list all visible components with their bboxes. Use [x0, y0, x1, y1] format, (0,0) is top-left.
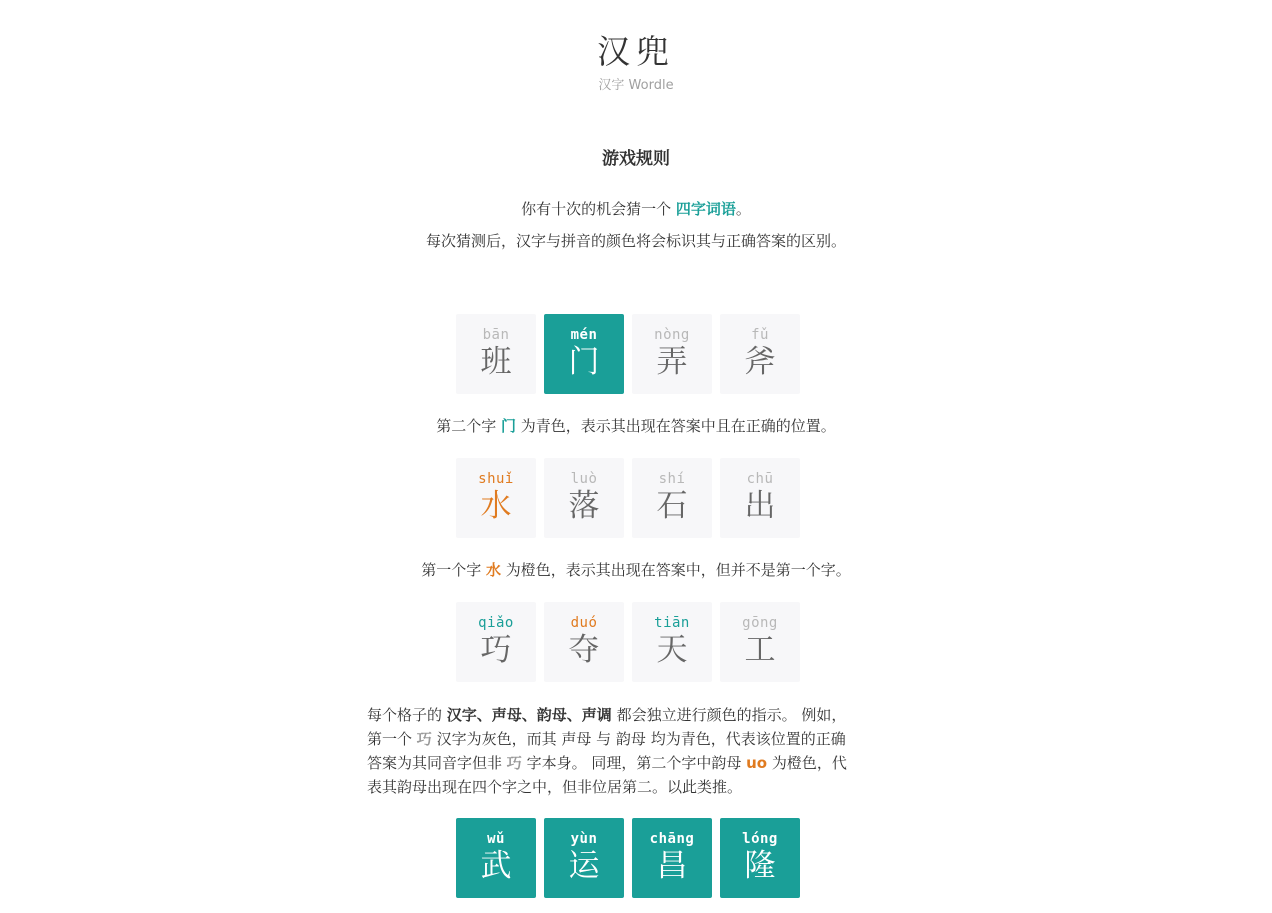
- tile-pinyin: mén: [570, 327, 598, 343]
- text: 声母: [561, 730, 592, 748]
- tile-correct: [632, 818, 712, 898]
- tile-correct: [544, 818, 624, 898]
- tile-correct: [544, 314, 624, 394]
- example-row-3: [456, 602, 806, 682]
- text: 字本身。 同理，第二个字中韵母: [521, 754, 747, 772]
- tile-pinyin: fǔ: [751, 327, 769, 343]
- text: 与: [591, 730, 616, 748]
- tile-hanzi: 出: [744, 488, 776, 524]
- text: 每个格子的: [367, 706, 447, 724]
- tile-hanzi: 水: [480, 488, 512, 524]
- tile-hanzi: 运: [568, 848, 600, 884]
- tile-hanzi: 巧: [480, 632, 512, 668]
- tile-pinyin: gōng: [742, 615, 778, 631]
- caption-prefix: 第二个字: [436, 417, 501, 435]
- example-row-4: [456, 818, 806, 898]
- tile: [632, 314, 712, 394]
- rules-intro-highlight: 四字词语: [675, 200, 736, 218]
- tile-hanzi: 隆: [744, 848, 776, 884]
- tile-hanzi: 武: [480, 848, 512, 884]
- text-grey: 巧: [506, 754, 522, 772]
- example-row-1: [456, 314, 806, 394]
- tile: [632, 458, 712, 538]
- caption-prefix: 第一个字: [421, 561, 486, 579]
- tile-pinyin: chāng: [649, 831, 695, 847]
- tile-pinyin: luò: [570, 471, 598, 487]
- tile-hanzi: 斧: [744, 344, 776, 380]
- tile-correct: [456, 818, 536, 898]
- text: 均为青色，代表该位置的正确: [645, 730, 846, 748]
- text: 第一个: [367, 730, 417, 748]
- explanation-line-3: [367, 751, 887, 775]
- tile: [456, 314, 536, 394]
- text: 汉字为灰色，而其: [431, 730, 562, 748]
- tile-pinyin: nòng: [654, 327, 690, 343]
- tile: [544, 458, 624, 538]
- example-3-explanation: [367, 703, 887, 799]
- caption-highlight: 门: [500, 417, 516, 435]
- app-subtitle: 汉字 Wordle: [598, 78, 674, 93]
- rules-heading: 游戏规则: [602, 149, 670, 169]
- tile-present: [456, 458, 536, 538]
- tile: [720, 458, 800, 538]
- caption-suffix: 为青色，表示其出现在答案中且在正确的位置。: [516, 417, 836, 435]
- tile: [720, 602, 800, 682]
- tile-partial: [456, 602, 536, 682]
- text: 韵母: [615, 730, 646, 748]
- rules-intro: [0, 197, 1272, 221]
- explanation-line-1: [367, 703, 887, 727]
- text-grey: 巧: [416, 730, 432, 748]
- tile-pinyin: lóng: [742, 831, 778, 847]
- example-row-2: [456, 458, 806, 538]
- tile-pinyin: chū: [746, 471, 774, 487]
- app-title: 汉兜: [597, 32, 675, 71]
- tile-pinyin: yùn: [570, 831, 598, 847]
- tile-pinyin: qiǎo: [478, 615, 514, 631]
- tile-pinyin: tiān: [654, 615, 690, 631]
- tile-hanzi: 工: [744, 632, 776, 668]
- rules-intro-prefix: 你有十次的机会猜一个: [521, 200, 676, 218]
- tile-hanzi: 石: [656, 488, 688, 524]
- caption-suffix: 为橙色，表示其出现在答案中，但并不是第一个字。: [501, 561, 851, 579]
- explanation-line-2: [367, 727, 887, 751]
- tile-hanzi: 夺: [568, 632, 600, 668]
- text: 答案为其同音字但非: [367, 754, 507, 772]
- text-bold: 汉字、声母、韵母、声调: [446, 706, 612, 724]
- tile-pinyin: shí: [658, 471, 686, 487]
- tile-partial: [632, 602, 712, 682]
- tile-hanzi: 落: [568, 488, 600, 524]
- rules-intro-suffix: 。: [735, 200, 751, 218]
- text-orange: uo: [746, 754, 768, 772]
- text: 为橙色，代: [767, 754, 847, 772]
- tile-pinyin: duó: [570, 615, 598, 631]
- tile-hanzi: 昌: [656, 848, 688, 884]
- tile-hanzi: 天: [656, 632, 688, 668]
- tile-hanzi: 弄: [656, 344, 688, 380]
- tile-hanzi: 班: [480, 344, 512, 380]
- tile-pinyin: shuǐ: [478, 471, 514, 487]
- tile-hanzi: 门: [568, 344, 600, 380]
- example-2-caption: [0, 558, 1272, 582]
- tile-pinyin: bān: [482, 327, 510, 343]
- tile-pinyin: wǔ: [487, 831, 505, 847]
- caption-highlight: 水: [485, 561, 501, 579]
- rules-intro-line2: 每次猜测后，汉字与拼音的颜色将会标识其与正确答案的区别。: [425, 232, 846, 250]
- tile-partial: [544, 602, 624, 682]
- example-1-caption: [0, 414, 1272, 438]
- tile: [720, 314, 800, 394]
- explanation-line-4: 表其韵母出现在四个字之中，但非位居第二。以此类推。: [367, 778, 743, 796]
- tile-correct: [720, 818, 800, 898]
- text: 都会独立进行颜色的指示。 例如，: [611, 706, 847, 724]
